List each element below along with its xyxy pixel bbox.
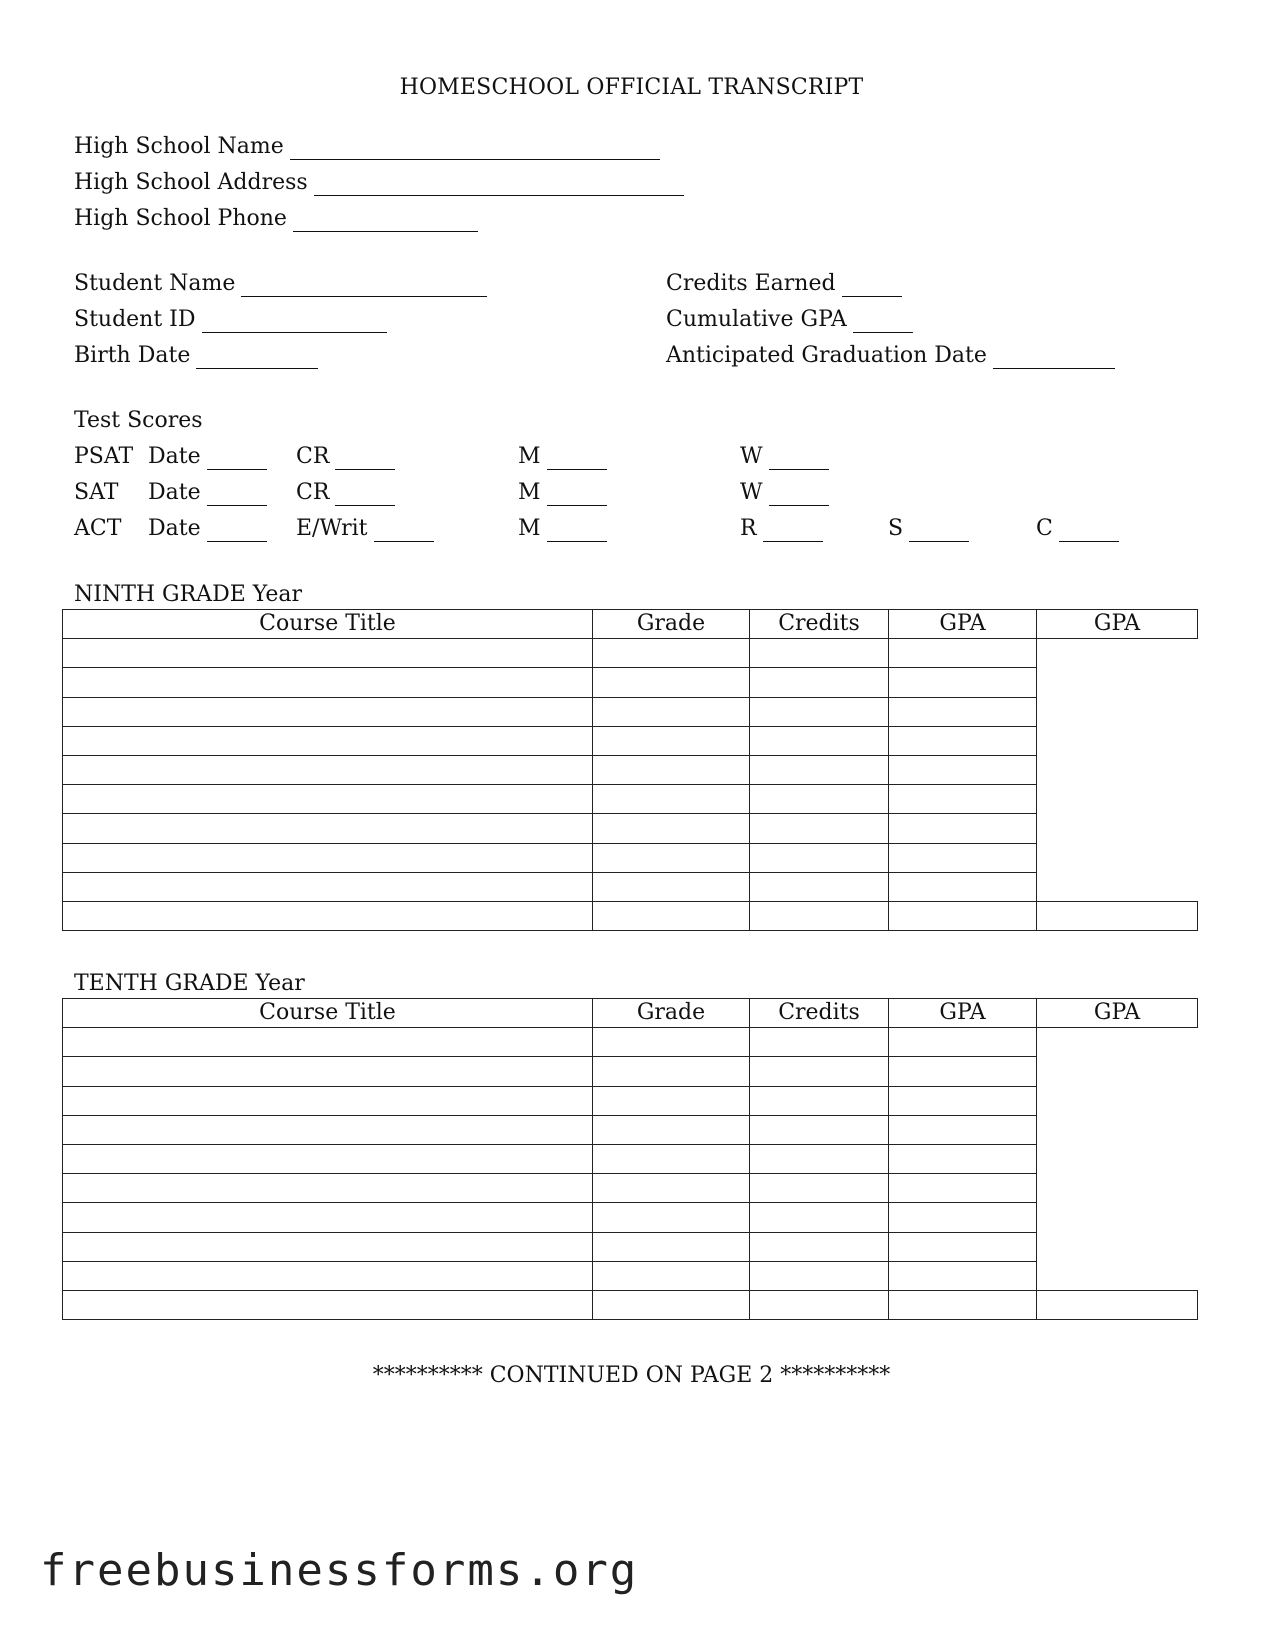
- gpa-cell[interactable]: [889, 1232, 1037, 1261]
- credits-cell[interactable]: [750, 1232, 889, 1261]
- gpa-side-cell: [1037, 1028, 1198, 1291]
- table-row[interactable]: [63, 1057, 1198, 1086]
- grade-cell[interactable]: [593, 755, 750, 784]
- psat-cr-field[interactable]: [296, 444, 395, 470]
- gpa-cell[interactable]: [889, 1057, 1037, 1086]
- psat-label: PSAT: [74, 444, 134, 469]
- psat-m-line[interactable]: [547, 451, 607, 470]
- act-ewrit-label: E/Writ: [296, 516, 368, 541]
- table-row[interactable]: [63, 726, 1198, 755]
- grade-cell[interactable]: [593, 872, 750, 901]
- psat-date-label: Date: [148, 444, 201, 469]
- course-cell[interactable]: [63, 1144, 593, 1173]
- gpa-total-cell[interactable]: [1037, 1290, 1198, 1319]
- course-cell[interactable]: [63, 901, 593, 930]
- gpa-cell[interactable]: [889, 1144, 1037, 1173]
- grade-cell[interactable]: [593, 1086, 750, 1115]
- psat-m-label: M: [518, 444, 541, 469]
- act-c-field[interactable]: [1036, 516, 1119, 542]
- act-ewrit-field[interactable]: [296, 516, 434, 542]
- credits-cell[interactable]: [750, 901, 889, 930]
- credits-cell[interactable]: [750, 785, 889, 814]
- school-name-label: High School Name: [74, 134, 284, 159]
- sat-label: SAT: [74, 480, 119, 505]
- table-row[interactable]: [63, 843, 1198, 872]
- psat-w-label: W: [740, 444, 763, 469]
- student-id-line[interactable]: [202, 314, 387, 333]
- ninth-grade-table: [62, 609, 1198, 931]
- course-cell[interactable]: [63, 1203, 593, 1232]
- act-s-field[interactable]: [888, 516, 969, 542]
- sat-cr-field[interactable]: [296, 480, 395, 506]
- grade-cell[interactable]: [593, 726, 750, 755]
- credits-cell[interactable]: [750, 1144, 889, 1173]
- sat-cr-line[interactable]: [335, 487, 395, 506]
- grade-cell[interactable]: [593, 1028, 750, 1057]
- act-m-field[interactable]: [518, 516, 607, 542]
- gpa-cell[interactable]: [889, 1203, 1037, 1232]
- course-cell[interactable]: [63, 755, 593, 784]
- column-course-title: Course Title: [63, 999, 593, 1028]
- graduation-date-line[interactable]: [993, 350, 1115, 369]
- column-gpa-total: GPA: [1037, 610, 1198, 639]
- act-r-line[interactable]: [763, 523, 823, 542]
- credits-cell[interactable]: [750, 872, 889, 901]
- act-date-line[interactable]: [207, 523, 267, 542]
- birth-date-field[interactable]: [74, 343, 318, 369]
- graduation-date-field[interactable]: [666, 343, 1115, 369]
- table-row[interactable]: [63, 1290, 1198, 1319]
- credits-cell[interactable]: [750, 697, 889, 726]
- credits-cell[interactable]: [750, 1115, 889, 1144]
- gpa-cell[interactable]: [889, 1115, 1037, 1144]
- table-row[interactable]: [63, 639, 1198, 668]
- column-gpa: GPA: [889, 610, 1037, 639]
- continued-note: ********** CONTINUED ON PAGE 2 **********: [372, 1363, 891, 1388]
- course-cell[interactable]: [63, 1290, 593, 1319]
- act-c-line[interactable]: [1059, 523, 1119, 542]
- credits-cell[interactable]: [750, 1290, 889, 1319]
- table-row[interactable]: [63, 1203, 1198, 1232]
- cumulative-gpa-line[interactable]: [853, 314, 913, 333]
- table-row[interactable]: [63, 1115, 1198, 1144]
- act-m-label: M: [518, 516, 541, 541]
- sat-w-line[interactable]: [769, 487, 829, 506]
- table-row[interactable]: [63, 697, 1198, 726]
- course-cell[interactable]: [63, 843, 593, 872]
- psat-date-line[interactable]: [207, 451, 267, 470]
- gpa-cell[interactable]: [889, 639, 1037, 668]
- sat-w-label: W: [740, 480, 763, 505]
- course-cell[interactable]: [63, 1261, 593, 1290]
- tenth-grade-heading: TENTH GRADE Year: [74, 971, 305, 996]
- grade-cell[interactable]: [593, 1232, 750, 1261]
- sat-cr-label: CR: [296, 480, 330, 505]
- column-grade: Grade: [593, 999, 750, 1028]
- school-name-field[interactable]: [74, 134, 660, 160]
- school-phone-label: High School Phone: [74, 206, 287, 231]
- psat-date-field[interactable]: [148, 444, 267, 470]
- student-name-field[interactable]: [74, 271, 487, 297]
- grade-cell[interactable]: [593, 639, 750, 668]
- grade-cell[interactable]: [593, 1057, 750, 1086]
- column-gpa-total: GPA: [1037, 999, 1198, 1028]
- table-row[interactable]: [63, 1261, 1198, 1290]
- psat-cr-label: CR: [296, 444, 330, 469]
- course-cell[interactable]: [63, 726, 593, 755]
- gpa-side-cell: [1037, 639, 1198, 902]
- gpa-cell[interactable]: [889, 755, 1037, 784]
- credits-cell[interactable]: [750, 755, 889, 784]
- course-cell[interactable]: [63, 872, 593, 901]
- table-row[interactable]: [63, 1028, 1198, 1057]
- course-cell[interactable]: [63, 814, 593, 843]
- sat-date-field[interactable]: [148, 480, 267, 506]
- grade-cell[interactable]: [593, 1261, 750, 1290]
- credits-cell[interactable]: [750, 1086, 889, 1115]
- table-header-row: [63, 610, 1198, 639]
- gpa-cell[interactable]: [889, 785, 1037, 814]
- test-scores-heading: Test Scores: [74, 408, 203, 433]
- birth-date-label: Birth Date: [74, 343, 191, 368]
- credits-earned-label: Credits Earned: [666, 271, 836, 296]
- school-address-field[interactable]: [74, 170, 684, 196]
- column-course-title: Course Title: [63, 610, 593, 639]
- act-label: ACT: [74, 516, 122, 541]
- course-cell[interactable]: [63, 1174, 593, 1203]
- table-row[interactable]: [63, 668, 1198, 697]
- gpa-cell[interactable]: [889, 1174, 1037, 1203]
- column-credits: Credits: [750, 610, 889, 639]
- course-cell[interactable]: [63, 1086, 593, 1115]
- table-row[interactable]: [63, 785, 1198, 814]
- credits-cell[interactable]: [750, 726, 889, 755]
- grade-cell[interactable]: [593, 1174, 750, 1203]
- gpa-cell[interactable]: [889, 1290, 1037, 1319]
- act-s-label: S: [888, 516, 904, 541]
- table-row[interactable]: [63, 814, 1198, 843]
- credits-cell[interactable]: [750, 668, 889, 697]
- sat-m-line[interactable]: [547, 487, 607, 506]
- table-row[interactable]: [63, 1144, 1198, 1173]
- graduation-date-label: Anticipated Graduation Date: [666, 343, 987, 368]
- grade-cell[interactable]: [593, 697, 750, 726]
- credits-cell[interactable]: [750, 639, 889, 668]
- act-c-label: C: [1036, 516, 1053, 541]
- birth-date-line[interactable]: [196, 350, 318, 369]
- act-r-label: R: [740, 516, 757, 541]
- credits-earned-line[interactable]: [842, 278, 902, 297]
- course-cell[interactable]: [63, 1232, 593, 1261]
- grade-cell[interactable]: [593, 1203, 750, 1232]
- psat-w-line[interactable]: [769, 451, 829, 470]
- credits-cell[interactable]: [750, 1028, 889, 1057]
- gpa-cell[interactable]: [889, 814, 1037, 843]
- school-address-label: High School Address: [74, 170, 308, 195]
- gpa-cell[interactable]: [889, 1086, 1037, 1115]
- credits-earned-field[interactable]: [666, 271, 902, 297]
- table-row[interactable]: [63, 872, 1198, 901]
- table-row[interactable]: [63, 1086, 1198, 1115]
- psat-m-field[interactable]: [518, 444, 607, 470]
- grade-cell[interactable]: [593, 1290, 750, 1319]
- act-ewrit-line[interactable]: [374, 523, 434, 542]
- student-id-label: Student ID: [74, 307, 196, 332]
- table-row[interactable]: [63, 1174, 1198, 1203]
- act-s-line[interactable]: [909, 523, 969, 542]
- grade-cell[interactable]: [593, 785, 750, 814]
- column-credits: Credits: [750, 999, 889, 1028]
- student-name-line[interactable]: [241, 278, 487, 297]
- credits-cell[interactable]: [750, 843, 889, 872]
- grade-cell[interactable]: [593, 668, 750, 697]
- grade-cell[interactable]: [593, 1144, 750, 1173]
- school-phone-line[interactable]: [293, 213, 478, 232]
- act-date-label: Date: [148, 516, 201, 541]
- document-title: HOMESCHOOL OFFICIAL TRANSCRIPT: [399, 75, 864, 100]
- sat-m-field[interactable]: [518, 480, 607, 506]
- table-row[interactable]: [63, 901, 1198, 930]
- sat-date-line[interactable]: [207, 487, 267, 506]
- course-cell[interactable]: [63, 668, 593, 697]
- credits-cell[interactable]: [750, 1203, 889, 1232]
- grade-cell[interactable]: [593, 1115, 750, 1144]
- grade-cell[interactable]: [593, 814, 750, 843]
- ninth-grade-heading: NINTH GRADE Year: [74, 582, 303, 607]
- cumulative-gpa-label: Cumulative GPA: [666, 307, 847, 332]
- sat-w-field[interactable]: [740, 480, 829, 506]
- course-cell[interactable]: [63, 1028, 593, 1057]
- sat-m-label: M: [518, 480, 541, 505]
- gpa-cell[interactable]: [889, 1028, 1037, 1057]
- gpa-cell[interactable]: [889, 901, 1037, 930]
- course-cell[interactable]: [63, 1115, 593, 1144]
- course-cell[interactable]: [63, 639, 593, 668]
- course-cell[interactable]: [63, 1057, 593, 1086]
- psat-w-field[interactable]: [740, 444, 829, 470]
- credits-cell[interactable]: [750, 1174, 889, 1203]
- gpa-total-cell[interactable]: [1037, 901, 1198, 930]
- student-id-field[interactable]: [74, 307, 387, 333]
- credits-cell[interactable]: [750, 1057, 889, 1086]
- student-name-label: Student Name: [74, 271, 236, 296]
- sat-date-label: Date: [148, 480, 201, 505]
- gpa-cell[interactable]: [889, 872, 1037, 901]
- table-header-row: [63, 999, 1198, 1028]
- gpa-cell[interactable]: [889, 843, 1037, 872]
- gpa-cell[interactable]: [889, 668, 1037, 697]
- act-r-field[interactable]: [740, 516, 823, 542]
- table-row[interactable]: [63, 1232, 1198, 1261]
- course-cell[interactable]: [63, 785, 593, 814]
- school-phone-field[interactable]: [74, 206, 478, 232]
- watermark-logo: freebusinessforms.org: [40, 1545, 639, 1596]
- course-cell[interactable]: [63, 697, 593, 726]
- table-row[interactable]: [63, 755, 1198, 784]
- psat-cr-line[interactable]: [335, 451, 395, 470]
- column-gpa: GPA: [889, 999, 1037, 1028]
- act-date-field[interactable]: [148, 516, 267, 542]
- school-name-line[interactable]: [290, 141, 660, 160]
- grade-cell[interactable]: [593, 901, 750, 930]
- gpa-cell[interactable]: [889, 1261, 1037, 1290]
- tenth-grade-table: [62, 998, 1198, 1320]
- credits-cell[interactable]: [750, 1261, 889, 1290]
- gpa-cell[interactable]: [889, 726, 1037, 755]
- grade-cell[interactable]: [593, 843, 750, 872]
- act-m-line[interactable]: [547, 523, 607, 542]
- school-address-line[interactable]: [314, 177, 684, 196]
- gpa-cell[interactable]: [889, 697, 1037, 726]
- credits-cell[interactable]: [750, 814, 889, 843]
- column-grade: Grade: [593, 610, 750, 639]
- cumulative-gpa-field[interactable]: [666, 307, 913, 333]
